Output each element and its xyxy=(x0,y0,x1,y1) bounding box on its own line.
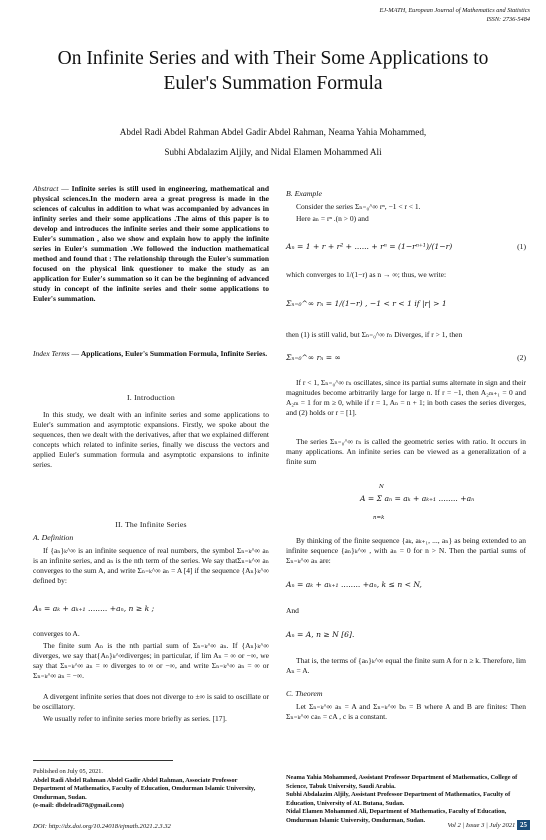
limit-paragraph: That is, the terms of {aₙ}ₖ^∞ equal the finite sum A for n ≥ k. Therefore, lim Aₙ = A. xyxy=(286,656,526,675)
converges-line: which converges to 1/(1−r) as n → ∞; thus, we write: xyxy=(286,270,447,279)
section-1-heading: I. Introduction xyxy=(126,393,176,402)
series-note: We usually refer to infinite series more briefly as series. [17]. xyxy=(43,714,227,723)
partial-sum-equation: Aₙ = aₖ + aₖ₊₁ ........ +aₙ, n ≥ k ; xyxy=(33,604,155,613)
equation-2 xyxy=(286,353,526,363)
equation-1-number: (1) xyxy=(517,242,526,251)
equation-3-lower-limit: n=k xyxy=(373,515,385,521)
index-terms-label: Index Terms xyxy=(33,349,70,358)
footnote-right xyxy=(286,774,526,825)
authors-line-1: Abdel Radi Abdel Rahman Abdel Gadir Abdel Rahman, Neama Yahia Mohammed, xyxy=(119,127,427,137)
definition-text: If {aₙ}ₖ^∞ is an infinite sequence of real numbers, the symbol Σₙ₌ₖ^∞ aₙ is an infinite series, and aₙ is the nth term of the series. We say thatΣₙ₌ₖ^∞ aₙ converges to the sum A, and write Σₙ₌ₖ^∞ aₙ = A [4] if the sequence {Aₙ}ₖ^∞ defined by: xyxy=(33,546,269,585)
equation-4: Aₙ = aₖ + aₖ₊₁ ........ +aₙ, k ≤ n < N, xyxy=(286,580,422,589)
author-2-affiliation: Neama Yahia Mohammed, Assistant Professor Department of Mathematics, College of Science, Tabuk University, Saudi Arabia. xyxy=(286,774,518,790)
page-footer xyxy=(447,821,530,829)
geometric-series-paragraph: The series Σₙ₌₀^∞ rₙ is called the geometric series with ratio. It occurs in many applications. An infinite series can be viewed as a generalization of a finite sum xyxy=(286,437,526,466)
example-line-2: Here aₙ = rⁿ .(n > 0) and xyxy=(296,214,369,223)
oscillation-paragraph: If r < 1, Σₙ₌₀^∞ rₙ oscillates, since its partial sums alternate in sign and their magnitudes become arbitrarily large for large n. If r = −1, then A₂ₘ₊₁ = 0 and A₂ₘ = 1 for m ≥ 0, while if r = 1, Aₙ = n + 1; in both cases the series diverges, and (2) holds or r = [1]. xyxy=(286,378,526,417)
author-list xyxy=(28,122,518,162)
finite-sequence-paragraph: By thinking of the finite sequence {aₖ, aₖ₊₁, ..., aₙ} as being extended to an infinite sequence {aₙ}ₖ^∞ , with aₙ = 0 for n > N. Then the partial sums of Σₙ₌ₖ^∞ aₙ are: xyxy=(286,536,526,565)
journal-header xyxy=(380,7,530,24)
example-line-1: Consider the series Σₙ₌₀^∞ rⁿ, −1 < r < 1. xyxy=(296,202,421,211)
section-1-text: In this study, we dealt with an infinite series and some applications to Euler's summation and asymptotic expansions. Firstly, we spoke about the sequences, then we dealt with the derivatives, after that we explained different concepts which related to infinite series, finally we discuss the vectors and applied Euler's summation formula and asymptotic expansions to infinite series. xyxy=(33,410,269,469)
paper-title xyxy=(28,46,518,96)
equation-1 xyxy=(286,242,526,252)
author-1-email: (e-mail: dbdelradi78@gmail.com) xyxy=(33,802,124,809)
abstract-label: Abstract xyxy=(33,184,59,193)
and-word: And xyxy=(286,606,299,615)
abstract-text: Infinite series is still used in engineering, mathematical and physical sciences.In the modern area a great progress is made in the sciences of calculus in addition to what was accompanied by advances in infinity series and their some applications .The aims of this paper is to develop and introduces the infinite series and their some applications to Euler's summation , also we show and explain how to apply the infinite series in Euler's summation .We followed the induction mathematical method and found that : The relationship through the Euler's summation focused on the physical link questioner to make the study as an application for Euler's summation so it can be the beginning of advanced study in concept of the infinite series and their some applications to Euler's summation. xyxy=(33,184,270,303)
title-line-2: Euler's Summation Formula xyxy=(163,73,383,94)
journal-name: EJ-MATH, European Journal of Mathematics and Statistics xyxy=(379,7,530,14)
equation-2-body: Σₙ₌₀^∞ rₙ = ∞ xyxy=(286,353,341,362)
geometric-sum-equation: Σₙ₌₀^∞ rₙ = 1/(1−r) , −1 < r < 1 if |r| > 1 xyxy=(286,299,447,308)
author-3-affiliation: Subhi Abdalazim Aljily, Assistant Professor Department of Mathematics, Faculty of Education, University of AL Butana, Sudan. xyxy=(286,791,511,807)
abstract-dash: — xyxy=(58,184,72,193)
theorem-text: Let Σₙ₌ₖ^∞ aₙ = A and Σₙ₌ₖ^∞ bₙ = B where A and B are finites: Then Σₙ₌ₖ^∞ caₙ = cA , c is a constant. xyxy=(286,702,526,721)
theorem-heading: C. Theorem xyxy=(286,689,323,698)
footnote-left xyxy=(33,768,269,811)
title-line-1: On Infinite Series and with Their Some Applications to xyxy=(57,48,489,69)
authors-line-2: Subhi Abdalazim Aljily, and Nidal Elamen Mohammed Ali xyxy=(164,147,382,157)
index-terms xyxy=(33,349,269,359)
author-1-affiliation: Abdel Radi Abdel Rahman Abdel Gadir Abdel Rahman, Associate Professor Department of Mathematics, Faculty of Education, Omdurman Islamic University, Omdurman, Sudan. xyxy=(33,776,256,801)
index-terms-text: Applications, Euler's Summation Formula, Infinite Series. xyxy=(80,349,268,358)
volume-issue: Vol 2 | Issue 3 | July 2021 xyxy=(447,822,516,829)
footnote-rule xyxy=(33,760,173,761)
published-date: Published on July 05, 2021. xyxy=(33,768,103,775)
partial-sum-text: The finite sum Aₙ is the nth partial sum of Σₙ₌ₖ^∞ aₙ. If {Aₙ}ₖ^∞ diverges, we say that{Aₙ}ₖ^∞diverges; in particular, if lim Aₙ = ∞ or −∞, we say that Σₙ₌ₖ^∞ aₙ = ∞ diverges to ∞ or −∞, and write Σₙ₌ₖ^∞ aₙ = ∞ or Σₙ₌ₖ^∞ aₙ = −∞. xyxy=(33,641,269,680)
doi-link[interactable]: DOI: http://dx.doi.org/10.24018/ejmath.2021.2.3.32 xyxy=(33,823,171,830)
converges-text: converges to A. xyxy=(33,629,80,638)
index-terms-dash: — xyxy=(69,349,81,358)
equation-5: Aₙ = A, n ≥ N [6]. xyxy=(286,630,355,639)
page-number: 25 xyxy=(517,820,530,830)
abstract xyxy=(33,184,269,304)
example-heading: B. Example xyxy=(286,189,322,198)
equation-1-body: Aₙ = 1 + r + r² + ...... + rⁿ = (1−rⁿ⁺¹)/(1−r) xyxy=(286,242,453,251)
equation-3-body: A = Σ aₙ = aₖ + aₖ₊₁ ........ +aₙ xyxy=(360,494,475,503)
equation-3-upper-limit: N xyxy=(379,484,384,490)
issn: ISSN: 2736-5484 xyxy=(486,15,530,23)
author-4-affiliation: Nidal Elamen Mohammed Ali, Department of Mathematics, Faculty of Education, Omdurman Islamic University, Omdurman, Sudan. xyxy=(286,808,507,824)
section-2-heading: II. The Infinite Series xyxy=(115,520,187,529)
equation-2-number: (2) xyxy=(517,353,526,362)
valid-line: then (1) is still valid, but Σₙ₌₀^∞ rₙ Diverges, if r > 1, then xyxy=(286,330,463,339)
definition-heading: A. Definition xyxy=(33,533,74,542)
oscillate-text: A divergent infinite series that does not diverge to ±∞ is said to oscillate or be oscillatory. xyxy=(33,692,269,711)
